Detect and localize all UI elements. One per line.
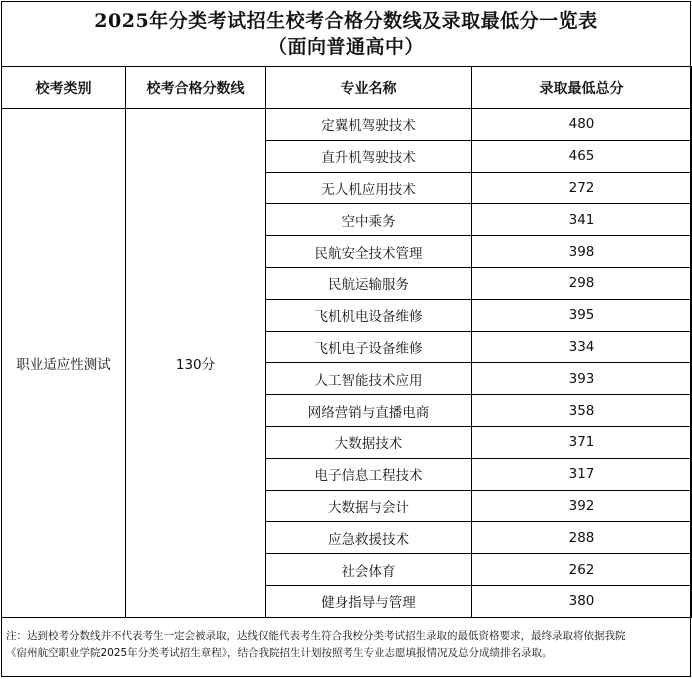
min-score-cell: 272 [472,172,692,204]
header-pass-line: 校考合格分数线 [126,67,266,109]
min-score-cell: 317 [472,458,692,490]
footnote [2,618,690,662]
major-name-cell: 大数据技术 [266,426,472,458]
min-score-cell: 262 [472,554,692,586]
major-name-cell: 定翼机驾驶技术 [266,109,472,141]
major-name-cell: 应急救援技术 [266,522,472,554]
category-cell: 职业适应性测试 [2,109,126,618]
major-name-cell: 大数据与会计 [266,490,472,522]
major-name-cell: 民航安全技术管理 [266,236,472,268]
min-score-cell: 393 [472,363,692,395]
major-name-cell: 飞机机电设备维修 [266,299,472,331]
min-score-cell: 380 [472,585,692,617]
footnote-line-2: 《宿州航空职业学院2025年分类考试招生章程》，结合我院招生计划按照考生专业志愿填报情况及总分成绩排名录取。 [6,646,553,659]
score-table [1,66,692,618]
min-score-cell: 395 [472,299,692,331]
major-name-cell: 人工智能技术应用 [266,363,472,395]
footnote-line-1: 注：达到校考分数线并不代表考生一定会被录取，达线仅能代表考生符合我校分类考试招生录取的最低资格要求，最终录取将依据我院 [6,629,626,642]
major-name-cell: 直升机驾驶技术 [266,140,472,172]
min-score-cell: 341 [472,204,692,236]
pass-line-cell: 130分 [126,109,266,618]
header-major: 专业名称 [266,67,472,109]
major-name-cell: 空中乘务 [266,204,472,236]
document-title: 2025年分类考试招生校考合格分数线及录取最低分一览表 [94,10,598,32]
document-subtitle: （面向普通高中） [267,36,424,58]
min-score-cell: 288 [472,522,692,554]
min-score-cell: 334 [472,331,692,363]
header-category: 校考类别 [2,67,126,109]
min-score-cell: 480 [472,109,692,141]
min-score-cell: 465 [472,140,692,172]
major-name-cell: 无人机应用技术 [266,172,472,204]
major-name-cell: 电子信息工程技术 [266,458,472,490]
table-header-row [2,67,692,109]
table-body [2,109,692,618]
major-name-cell: 社会体育 [266,554,472,586]
header-min-score: 录取最低总分 [472,67,692,109]
title-block [2,2,690,66]
min-score-cell: 398 [472,236,692,268]
min-score-cell: 358 [472,395,692,427]
document-page [1,1,691,677]
major-name-cell: 民航运输服务 [266,267,472,299]
major-name-cell: 网络营销与直播电商 [266,395,472,427]
min-score-cell: 371 [472,426,692,458]
min-score-cell: 392 [472,490,692,522]
min-score-cell: 298 [472,267,692,299]
major-name-cell: 飞机电子设备维修 [266,331,472,363]
major-name-cell: 健身指导与管理 [266,585,472,617]
table-row [2,109,692,141]
